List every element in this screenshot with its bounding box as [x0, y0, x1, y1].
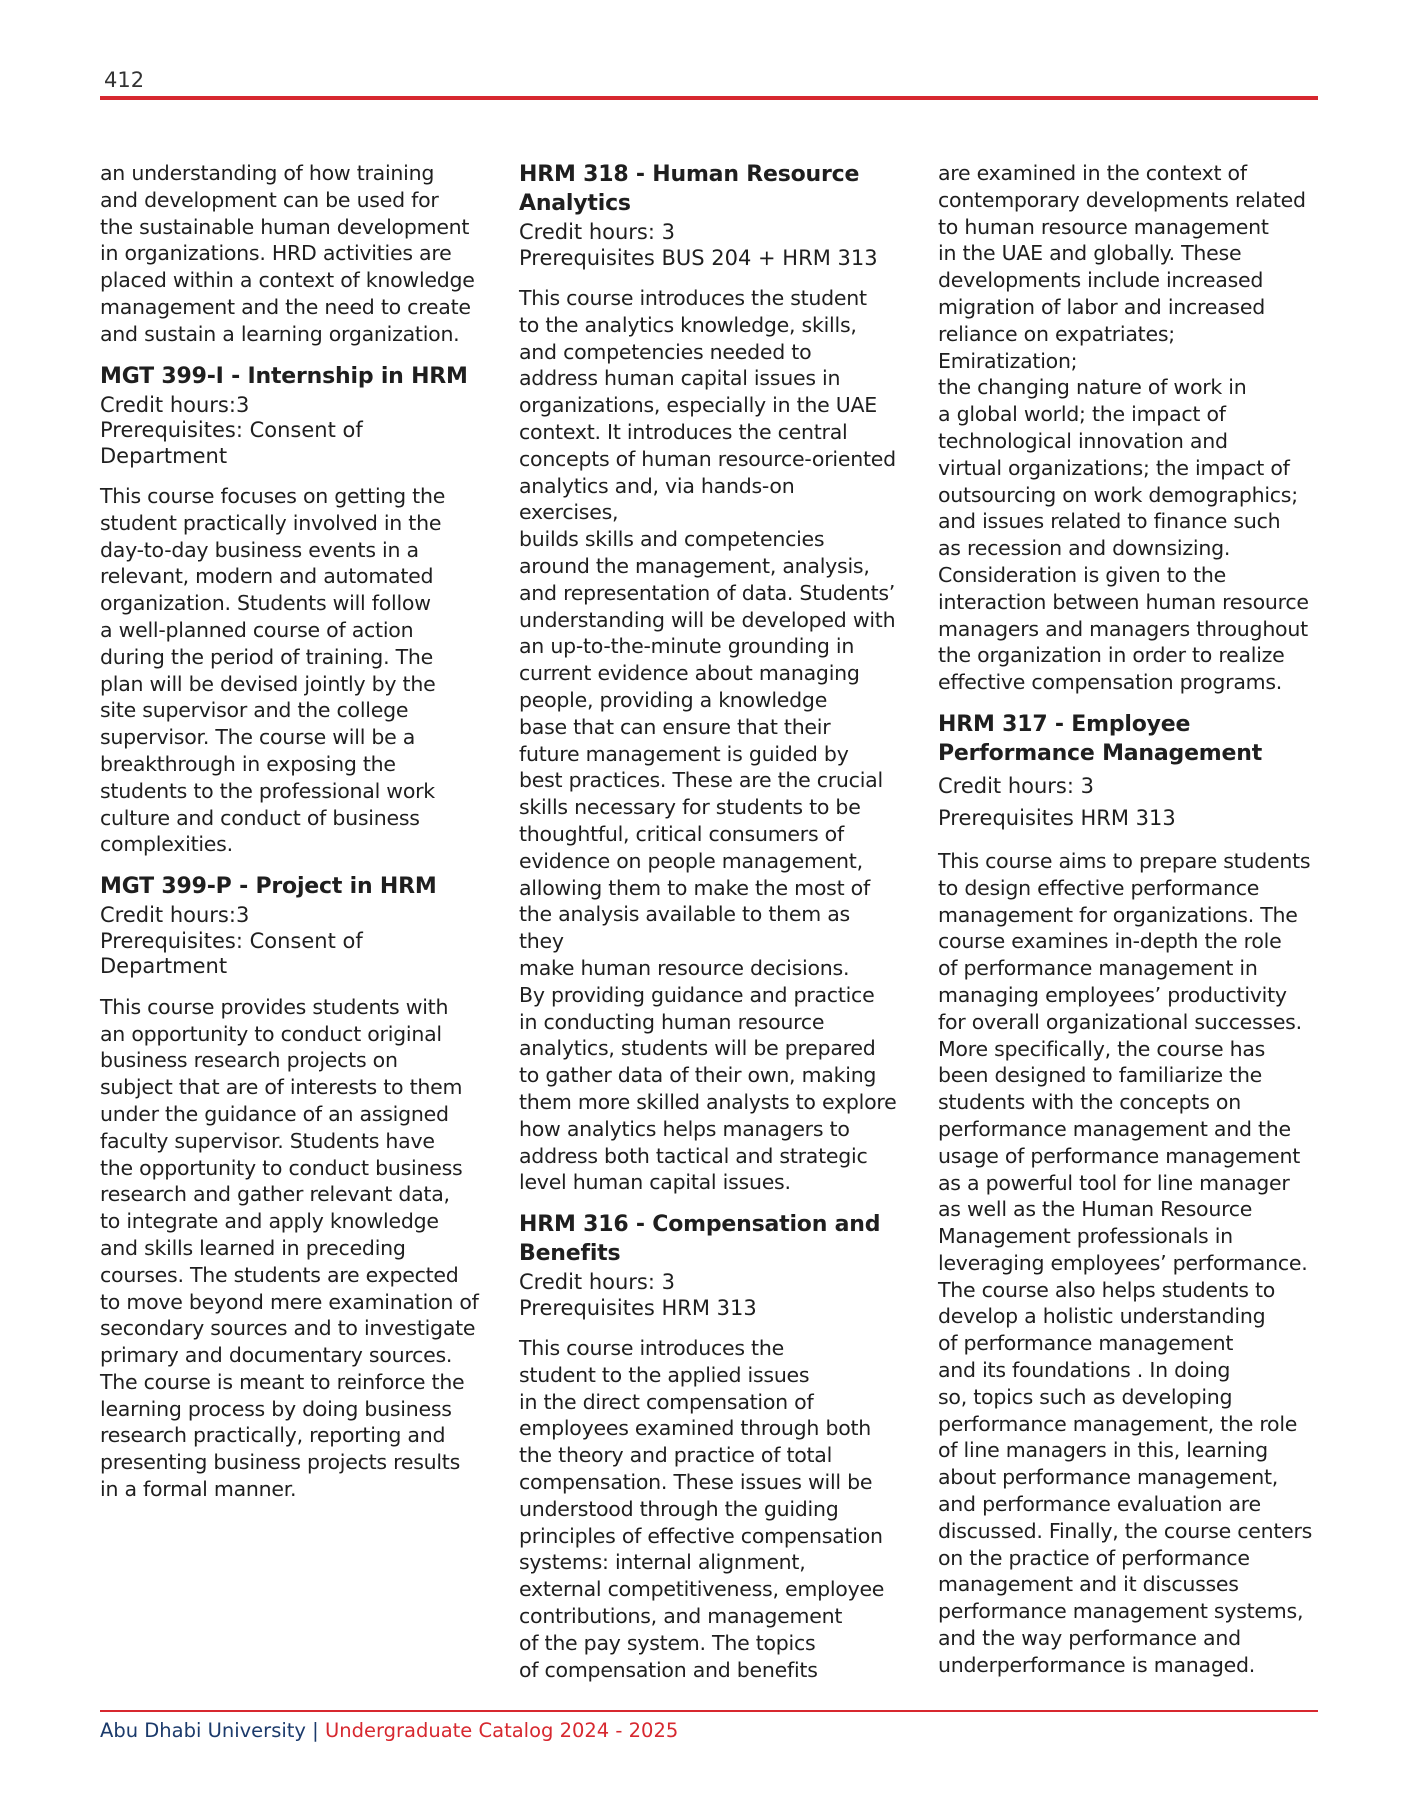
course-meta: Credit hours: 3 Prerequisites HRM 313 — [519, 1270, 757, 1320]
footer-catalog: Undergraduate Catalog 2024 - 2025 — [324, 1719, 679, 1742]
course-meta: Credit hours:3 Prerequisites: Consent of Department — [100, 392, 363, 468]
column-3 — [938, 160, 1318, 1679]
course-mgt-399-i — [100, 362, 480, 859]
course-title: MGT 399-I - Internship in HRM — [100, 363, 468, 389]
continued-paragraph: are examined in the context of contemporary developments related to human resource management in the UAE and globally. These developments include increased migration of labor and increased reliance on expatriates; Emiratization; the changing nature of work in a global world; the impact of technological innovation and virtual organizations; the impact of outsourcing on work demographics; and issues related to finance such as recession and downsizing. Consideration is given to the interaction between human resource managers and managers throughout the organization in order to realize effective compensation programs. — [938, 161, 1309, 695]
course-meta: Credit hours: 3 Prerequisites HRM 313 — [938, 773, 1176, 830]
course-meta: Credit hours: 3 Prerequisites BUS 204 + HRM 313 — [519, 220, 878, 270]
course-mgt-399-p — [100, 872, 480, 1503]
course-title: HRM 318 - Human Resource Analytics — [519, 162, 860, 216]
page-number: 412 — [104, 68, 145, 92]
intro-paragraph: an understanding of how training and development can be used for the sustainable human development in organizations. HRD activities are placed within a context of knowledge management and the need to create and sustain a learning organization. — [100, 161, 475, 346]
footer-rule — [100, 1710, 1318, 1712]
course-description: This course provides students with an opportunity to conduct original business research projects on subject that are of interests to them under the guidance of an assigned faculty supervisor. Students have the opportunity to conduct business research and gather relevant data, to integrate and apply knowledge and skills learned in preceding courses. The students are expected to move beyond mere examination of secondary sources and to investigate primary and documentary sources. The course is meant to reinforce the learning process by doing business research practically, reporting and presenting business projects results in a formal manner. — [100, 994, 479, 1502]
footer — [100, 1719, 678, 1742]
course-description: This course focuses on getting the student practically involved in the day-to-day business events in a relevant, modern and automated organization. Students will follow a well-planned course of action during the period of training. The plan will be devised jointly by the site supervisor and the college supervisor. The course will be a breakthrough in exposing the students to the professional work culture and conduct of business complexities. — [100, 484, 446, 857]
course-description: This course aims to prepare students to design effective performance management for organizations. The course examines in-depth the role of performance management in managing employees’ productivity for overall organizational successes. More specifically, the course has been designed to familiarize the students with the concepts on performance management and the usage of performance management as a powerful tool for line manager as well as the Human Resource Management professionals in leveraging employees’ performance. The course also helps students to develop a holistic understanding of performance management and its foundations . In doing so, topics such as developing performance management, the role of line managers in this, learning about performance management, and performance evaluation are discussed. Finally, the course centers on the practice of performance management and it discusses performance management systems, and the way performance and underperformance is managed. — [938, 848, 1313, 1677]
course-description: This course introduces the student to the analytics knowledge, skills, and competencies needed to address human capital issues in organizations, especially in the UAE context. It introduces the central concepts of human resource-oriented analytics and, via hands-on exercises, builds skills and competencies around the management, analysis, and representation of data. Students’ understanding will be developed with an up-to-the-minute grounding in current evidence about managing people, providing a knowledge base that can ensure that their future management is guided by best practices. These are the crucial skills necessary for students to be thoughtful, critical consumers of evidence on people management, allowing them to make the most of the analysis available to them as they make human resource decisions. By providing guidance and practice in conducting human resource analytics, students will be prepared to gather data of their own, making them more skilled analysts to explore how analytics helps managers to address both tactical and strategic level human capital issues. — [519, 286, 897, 1195]
header-rule — [100, 96, 1318, 100]
course-hrm-318 — [519, 160, 899, 1196]
course-title: HRM 316 - Compensation and Benefits — [519, 1212, 881, 1267]
footer-separator: | — [312, 1719, 319, 1742]
course-meta: Credit hours:3 Prerequisites: Consent of Department — [100, 903, 363, 979]
course-description: This course introduces the student to the applied issues in the direct compensation of employees examined through both the theory and practice of total compensation. These issues will be understood through the guiding principles of effective compensation systems: internal alignment, external competitiveness, employee contributions, and management of the pay system. The topics of compensation and benefits — [519, 1336, 885, 1682]
footer-university: Abu Dhabi University — [100, 1719, 306, 1742]
course-title: MGT 399-P - Project in HRM — [100, 874, 437, 900]
column-1 — [100, 160, 480, 1503]
course-title: HRM 317 - Employee Performance Management — [938, 711, 1263, 766]
course-hrm-317 — [938, 710, 1318, 1679]
course-hrm-316 — [519, 1210, 899, 1683]
column-2 — [519, 160, 899, 1683]
